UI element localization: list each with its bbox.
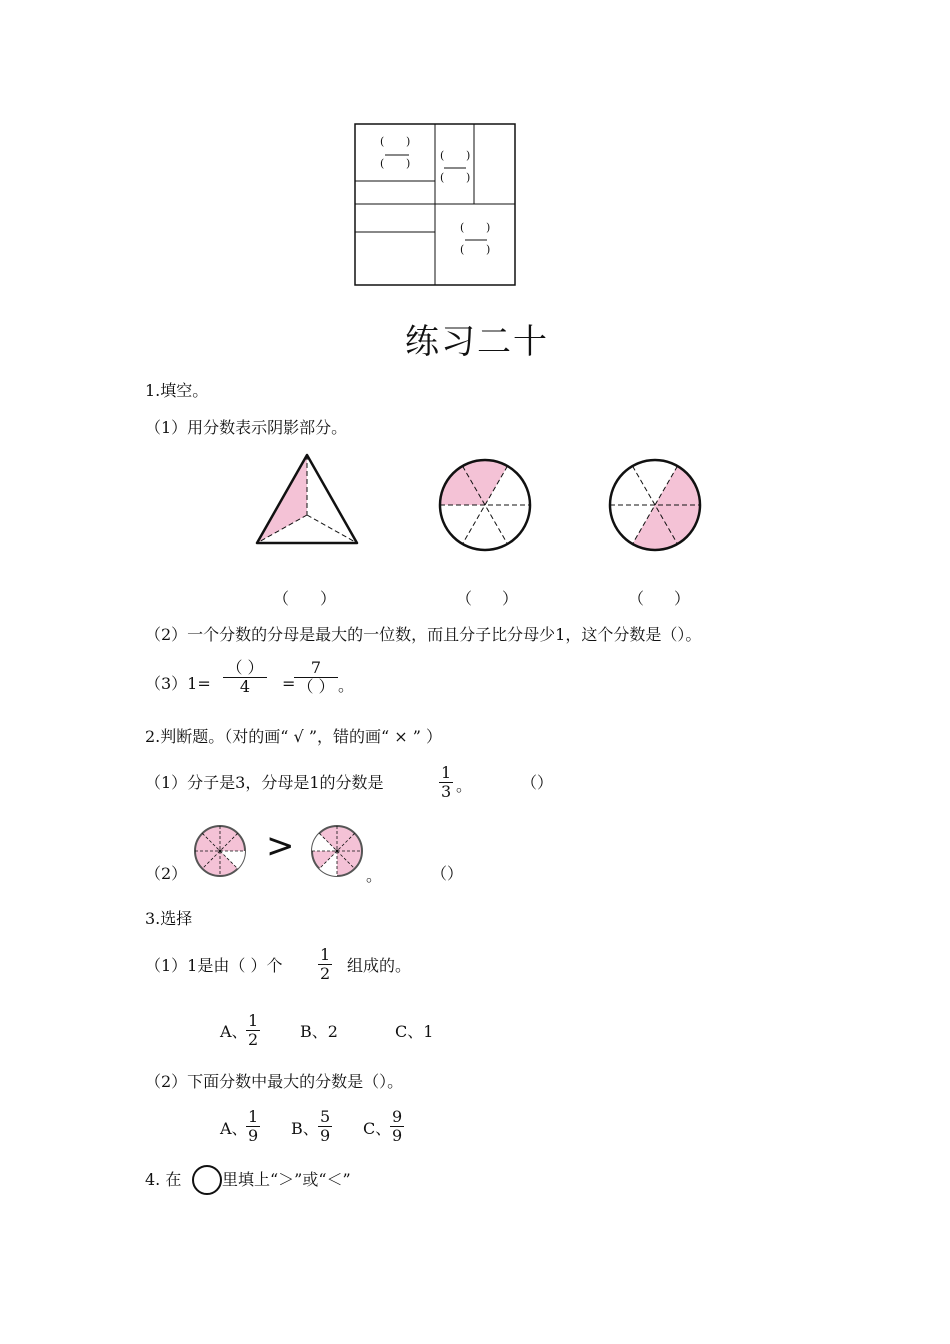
q1-part3-prefix: （3）1= (145, 674, 211, 693)
q3-s1-text-a: （1）1是由（ ）个 (145, 956, 283, 975)
q2-s2-blank[interactable]: （） (431, 864, 464, 883)
square-outline (0, 0, 950, 300)
q3-s1-option-b[interactable]: B、2 (300, 1022, 338, 1041)
frac-denominator: 9 (320, 1126, 331, 1145)
q1-part2: （2）一个分数的分母是最大的一位数，而且分子比分母少1，这个分数是（）。 (145, 625, 702, 644)
paren-close: ) (406, 135, 411, 148)
greater-than-symbol: > (266, 826, 295, 866)
frac-denominator: 4 (239, 677, 251, 696)
paren-close: ) (406, 157, 411, 170)
paren-close: ) (466, 149, 471, 162)
q3-s2-option-a-label[interactable]: A、 (220, 1119, 248, 1138)
q2-s1-frac (439, 764, 453, 801)
answer-blank-open[interactable]: （ (273, 589, 290, 608)
q3-s2-text: （2）下面分数中最大的分数是（）。 (145, 1072, 404, 1091)
q2-compare-circles (0, 818, 950, 888)
q3-s1-text-b: 组成的。 (347, 956, 412, 975)
q2-heading: 2.判断题。（对的画“ √ ”，错的画“ × ” ） (145, 727, 443, 746)
q1-part3-frac2 (294, 659, 338, 696)
q4-prefix: 4. 在 (145, 1170, 182, 1189)
answer-blank-open[interactable]: （ (628, 589, 645, 608)
answer-blank-close[interactable]: ） (674, 589, 691, 608)
frac-numerator: 1 (248, 1107, 259, 1126)
circle-left-7-of-8 (195, 826, 245, 876)
frac-numerator: 1 (441, 763, 452, 782)
frac-denominator: 3 (441, 782, 452, 801)
q2-s1-blank[interactable]: （） (521, 773, 554, 792)
answer-blank-close[interactable]: ） (502, 589, 519, 608)
q2-s2-label: （2） (145, 864, 188, 883)
paren-open: ( (440, 149, 445, 162)
frac-numerator: 9 (392, 1107, 403, 1126)
paren-open: ( (380, 135, 385, 148)
paren-close: ) (466, 171, 471, 184)
q1-heading: 1.填空。 (145, 381, 209, 400)
answer-blank-open[interactable]: （ (456, 589, 473, 608)
page-title: 练习二十 (405, 322, 549, 362)
q2-s1-text: （1）分子是3，分母是1的分数是 (145, 773, 384, 792)
q3-s2-option-c-frac[interactable] (390, 1108, 404, 1145)
q3-s1-frac (318, 946, 332, 983)
paren-open: ( (460, 243, 465, 256)
q2-s1-end: 。 (456, 776, 473, 795)
q3-s2-option-a-frac[interactable] (246, 1108, 260, 1145)
q3-s2-option-b-frac[interactable] (318, 1108, 332, 1145)
frac-denominator: 9 (248, 1126, 259, 1145)
answer-blank-close[interactable]: ） (320, 589, 337, 608)
paren-close: ) (486, 221, 491, 234)
q2-s2-end: 。 (366, 866, 383, 885)
q3-s2-option-b-label[interactable]: B、 (291, 1119, 319, 1138)
shaded-circle-2 (610, 460, 700, 550)
q3-heading: 3.选择 (145, 909, 193, 928)
paren-open: ( (440, 171, 445, 184)
q3-s1-option-a-frac[interactable] (246, 1012, 260, 1049)
frac-numerator: 5 (320, 1107, 331, 1126)
frac-denominator: 2 (320, 964, 331, 983)
q4-suffix: 里填上“＞”或“＜” (222, 1170, 351, 1189)
q1-shapes (0, 450, 950, 570)
frac-numerator: （ ） (223, 659, 267, 678)
frac-denominator: （ ） (297, 677, 335, 696)
q3-s1-option-c[interactable]: C、1 (395, 1022, 434, 1041)
paren-close: ) (486, 243, 491, 256)
frac-numerator: 1 (320, 945, 331, 964)
q3-s2-option-c-label[interactable]: C、 (363, 1119, 392, 1138)
circle-right-6-of-8 (312, 826, 362, 876)
frac-denominator: 2 (248, 1030, 259, 1049)
frac-numerator: 1 (248, 1011, 259, 1030)
paren-open: ( (380, 157, 385, 170)
q1-part3-end: 。 (338, 676, 355, 695)
shaded-triangle (257, 455, 357, 543)
q1-part3-eq: = (282, 674, 296, 693)
q1-part1: （1）用分数表示阴影部分。 (145, 418, 348, 437)
shaded-circle-1 (440, 460, 530, 550)
q3-s1-option-a-label[interactable]: A、 (220, 1022, 248, 1041)
q1-part3-frac1 (223, 659, 267, 696)
frac-denominator: 9 (392, 1126, 403, 1145)
paren-open: ( (460, 221, 465, 234)
frac-numerator: 7 (294, 659, 338, 678)
